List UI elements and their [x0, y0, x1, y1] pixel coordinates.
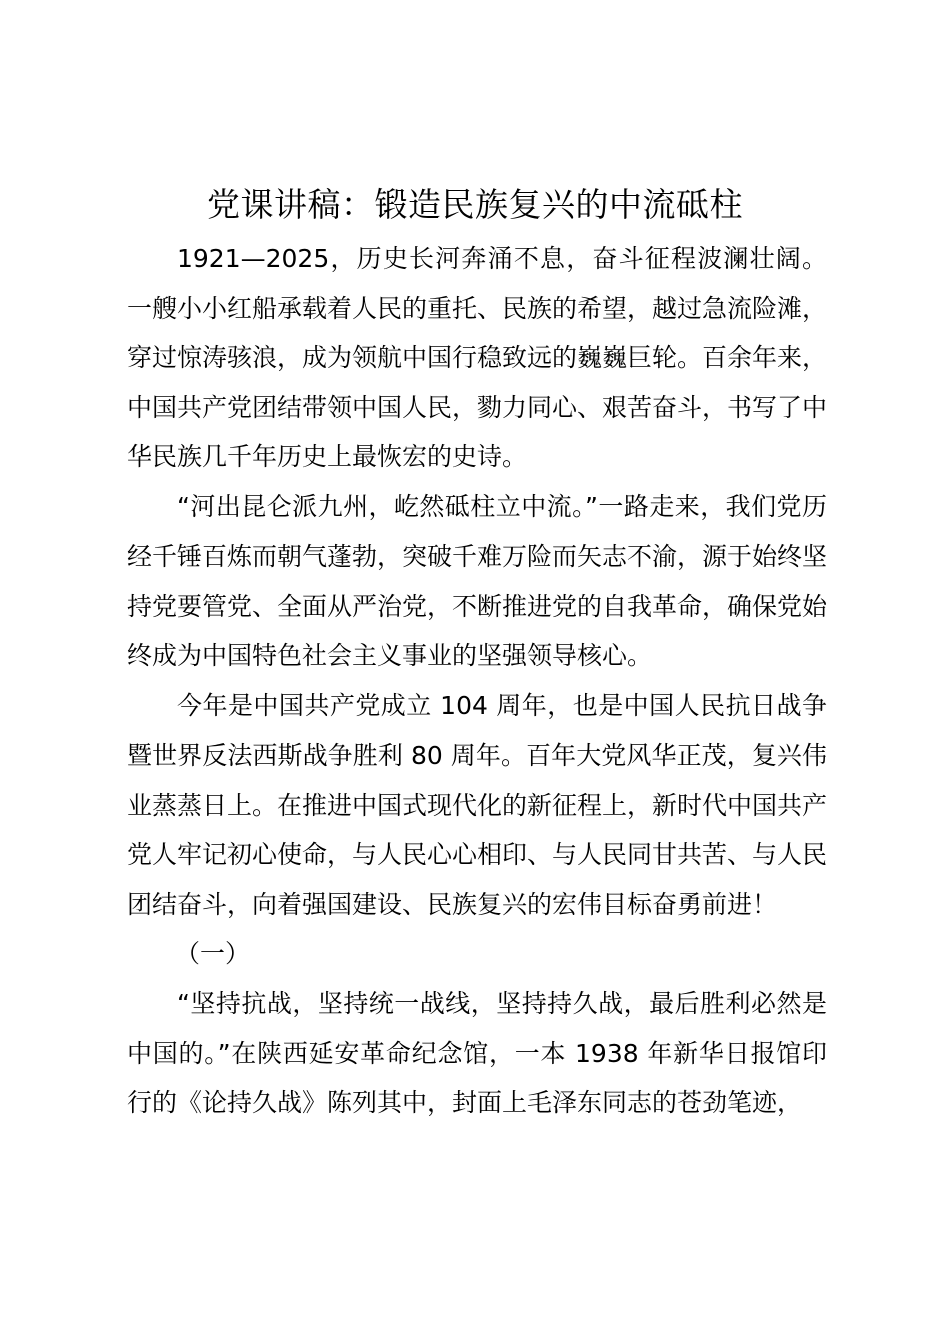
- section-number: （一）: [175, 939, 251, 969]
- document-title: 党课讲稿：锻造民族复兴的中流砥柱: [207, 185, 743, 224]
- paragraph-3: 今年是中国共产党成立 104 周年，也是中国人民抗日战争暨世界反法西斯战争胜利 80 周年。百年大党风华正茂，复兴伟业蒸蒸日上。在推进中国式现代化的新征程上，新时代中国共产党人牢记初心使命，与人民心心相印、与人民同甘共苦、与人民团结奋斗，向着强国建设、民族复兴的宏伟目标奋勇前进！: [127, 691, 828, 919]
- paragraph-1: 1921—2025，历史长河奔涌不息，奋斗征程波澜壮阔。一艘小小红船承载着人民的重托、民族的希望，越过急流险滩，穿过惊涛骇浪，成为领航中国行稳致远的巍巍巨轮。百余年来，中国共产党团结带领中国人民，勠力同心、艰苦奋斗，书写了中华民族几千年历史上最恢宏的史诗。: [127, 244, 828, 472]
- paragraph-2: “河出昆仑派九州，屹然砥柱立中流。”一路走来，我们党历经千锤百炼而朝气蓬勃，突破千难万险而矢志不渝，源于始终坚持党要管党、全面从严治党，不断推进党的自我革命，确保党始终成为中国特色社会主义事业的坚强领导核心。: [127, 492, 828, 671]
- document-body: [127, 234, 827, 1128]
- section-paragraph-1: “坚持抗战，坚持统一战线，坚持持久战，最后胜利必然是中国的。”在陕西延安革命纪念馆，一本 1938 年新华日报馆印行的《论持久战》陈列其中，封面上毛泽东同志的苍劲笔迹，: [127, 988, 827, 1118]
